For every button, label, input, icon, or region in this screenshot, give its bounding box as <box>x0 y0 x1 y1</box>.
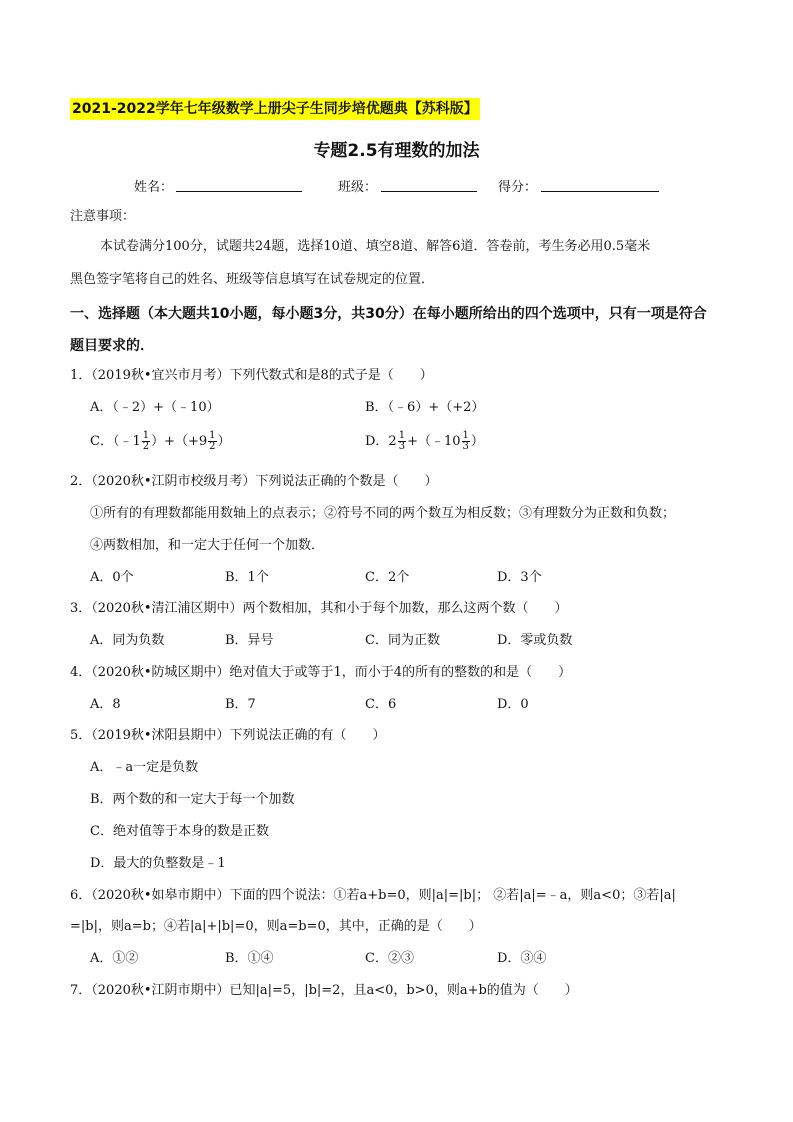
question-body: ①所有的有理数都能用数轴上的点表示；②符号不同的两个数互为相反数；③有理数分为正数和负数； <box>90 506 676 521</box>
question-stem: 5．（2019秋•沭阳县期中）下列说法正确的有（ ） <box>70 728 386 743</box>
notice-line: 黑色签字笔将自己的姓名、班级等信息填写在试卷规定的位置． <box>70 272 435 287</box>
option-d: D．③④ <box>497 951 547 966</box>
section-heading: 题目要求的． <box>70 338 154 354</box>
question-stem: 6．（2020秋•如皋市期中）下面的四个说法：①若a+b=0，则|a|=|b|； ②若|a|=﹣a，则a<0；③若|a| <box>70 888 676 903</box>
option-d: D．最大的负整数是﹣1 <box>90 856 226 871</box>
section-heading: 一、选择题（本大题共10小题，每小题3分，共30分）在每小题所给出的四个选项中，只有一项是符合 <box>70 306 707 322</box>
question-stem: 7．（2020秋•江阴市期中）已知|a|=5，|b|=2，且a<0，b>0，则a+b的值为（ ） <box>70 983 578 998</box>
score-label: 得分： <box>498 180 538 195</box>
option-a: A．0个 <box>90 570 134 585</box>
score-field[interactable] <box>541 191 659 192</box>
fraction: $\frac{1}{2}$ <box>209 430 216 452</box>
option-a: A．（﹣2）+（﹣10） <box>90 400 220 415</box>
option-d: D．2 $\frac{1}{3}$ +（﹣10 $\frac{1}{3}$ ） <box>365 430 484 452</box>
option-c: C．同为正数 <box>365 633 440 648</box>
class-field[interactable] <box>381 191 477 192</box>
fraction: $\frac{1}{2}$ <box>142 430 150 452</box>
option-b: B．异号 <box>225 633 274 648</box>
option-b: B．①④ <box>225 951 274 966</box>
option-d: D．0 <box>497 697 529 712</box>
option-b: B．（﹣6）+（+2） <box>365 400 485 415</box>
notice-line: 本试卷满分100分，试题共24题，选择10道、填空8道、解答6道．答卷前，考生务必用0.5毫米 <box>100 239 651 254</box>
page-title: 专题2.5有理数的加法 <box>313 141 480 161</box>
question-stem: 1．（2019秋•宜兴市月考）下列代数式和是8的式子是（ ） <box>70 368 433 383</box>
series-banner: 2021-2022学年七年级数学上册尖子生同步培优题典【苏科版】 <box>70 98 480 120</box>
option-c: C．6 <box>365 697 397 712</box>
option-d: D．3个 <box>497 570 542 585</box>
option-c: C．绝对值等于本身的数是正数 <box>90 824 269 839</box>
question-stem: 2．（2020秋•江阴市校级月考）下列说法正确的个数是（ ） <box>70 474 438 489</box>
option-a: A．8 <box>90 697 121 712</box>
name-field[interactable] <box>176 191 302 192</box>
notice-heading: 注意事项： <box>70 209 136 224</box>
option-a: A．①② <box>90 951 139 966</box>
question-stem: 4．（2020秋•防城区期中）绝对值大于或等于1，而小于4的所有的整数的和是（ ） <box>70 665 572 680</box>
fraction: $\frac{1}{3}$ <box>462 430 469 452</box>
question-stem: 3．（2020秋•清江浦区期中）两个数相加，其和小于每个加数，那么这两个数（ ） <box>70 601 568 616</box>
option-b: B．7 <box>225 697 256 712</box>
name-label: 姓名： <box>134 180 174 195</box>
option-b: B．两个数的和一定大于每一个加数 <box>90 792 295 807</box>
option-b: B．1个 <box>225 570 269 585</box>
option-c: C．②③ <box>365 951 414 966</box>
question-body: ④两数相加，和一定大于任何一个加数． <box>90 538 325 553</box>
question-body: =|b|，则a=b；④若|a|+|b|=0，则a=b=0，其中，正确的是（ ） <box>70 919 482 934</box>
option-a: A．﹣a一定是负数 <box>90 760 199 775</box>
class-label: 班级： <box>338 180 378 195</box>
option-d: D．零或负数 <box>497 633 573 648</box>
option-c: C．（﹣1 $\frac{1}{2}$ ）+（+9 $\frac{1}{2}$ ） <box>90 430 231 452</box>
option-a: A．同为负数 <box>90 633 165 648</box>
option-c: C．2个 <box>365 570 410 585</box>
fraction: $\frac{1}{3}$ <box>398 430 406 452</box>
